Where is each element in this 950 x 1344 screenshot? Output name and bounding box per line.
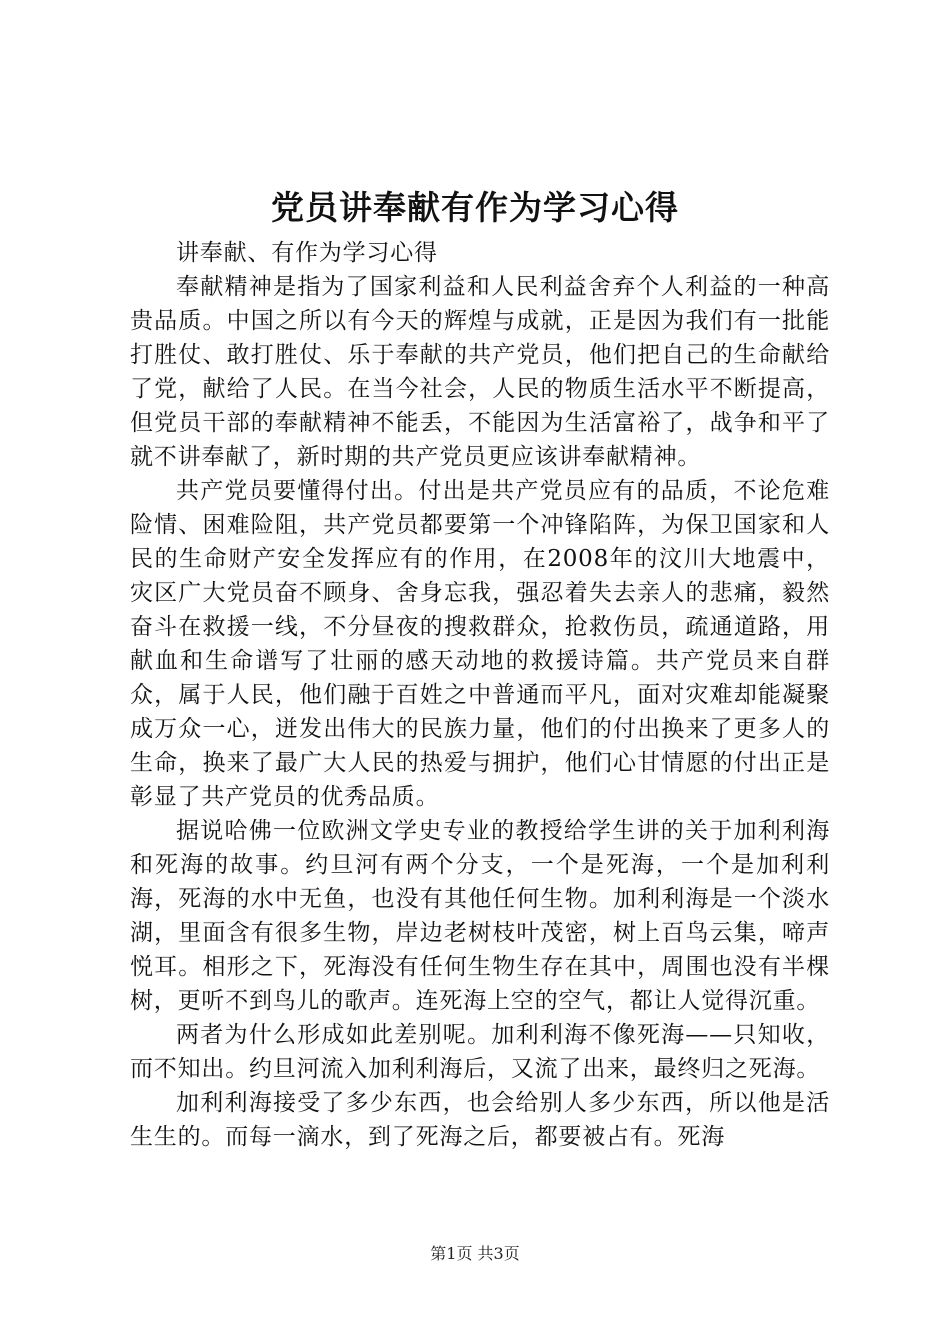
paragraph-1: 奉献精神是指为了国家利益和人民利益舍弃个人利益的一种高贵品质。中国之所以有今天的辉煌与成就，正是因为我们有一批能打胜仗、敢打胜仗、乐于奉献的共产党员，他们把自己的生命献给了党，献给了人民。在当今社会，人民的物质生活水平不断提高，但党员干部的奉献精神不能丢，不能因为生活富裕了，战争和平了就不讲奉献了，新时期的共产党员更应该讲奉献精神。: [130, 274, 830, 470]
paragraph-4: 两者为什么形成如此差别呢。加利利海不像死海——只知收，而不知出。约旦河流入加利利海后，又流了出来，最终归之死海。: [130, 1022, 830, 1082]
paragraph-3: 据说哈佛一位欧洲文学史专业的教授给学生讲的关于加利利海和死海的故事。约旦河有两个分支，一个是死海，一个是加利利海，死海的水中无鱼，也没有其他任何生物。加利利海是一个淡水湖，里面含有很多生物，岸边老树枝叶茂密，树上百鸟云集，啼声悦耳。相形之下，死海没有任何生物生存在其中，周围也没有半棵树，更听不到鸟儿的歌声。连死海上空的空气，都让人觉得沉重。: [130, 818, 830, 1014]
document-title: 党员讲奉献有作为学习心得: [271, 188, 679, 227]
document-body: [130, 236, 830, 1154]
paragraph-2: 共产党员要懂得付出。付出是共产党员应有的品质，不论危难险情、困难险阻，共产党员都要第一个冲锋陷阵，为保卫国家和人民的生命财产安全发挥应有的作用，在2008年的汶川大地震中，灾区广大党员奋不顾身、舍身忘我，强忍着失去亲人的悲痛，毅然奋斗在救援一线，不分昼夜的搜救群众，抢救伤员，疏通道路，用献血和生命谱写了壮丽的感天动地的救援诗篇。共产党员来自群众，属于人民，他们融于百姓之中普通而平凡，面对灾难却能凝聚成万众一心，迸发出伟大的民族力量，他们的付出换来了更多人的生命，换来了最广大人民的热爱与拥护，他们心甘情愿的付出正是彰显了共产党员的优秀品质。: [130, 478, 830, 810]
page-number-footer: 第1页 共3页: [430, 1244, 520, 1263]
document-subtitle: 讲奉献、有作为学习心得: [176, 240, 438, 266]
paragraph-5: 加利利海接受了多少东西，也会给别人多少东西，所以他是活生生的。而每一滴水，到了死海之后，都要被占有。死海: [130, 1090, 830, 1150]
